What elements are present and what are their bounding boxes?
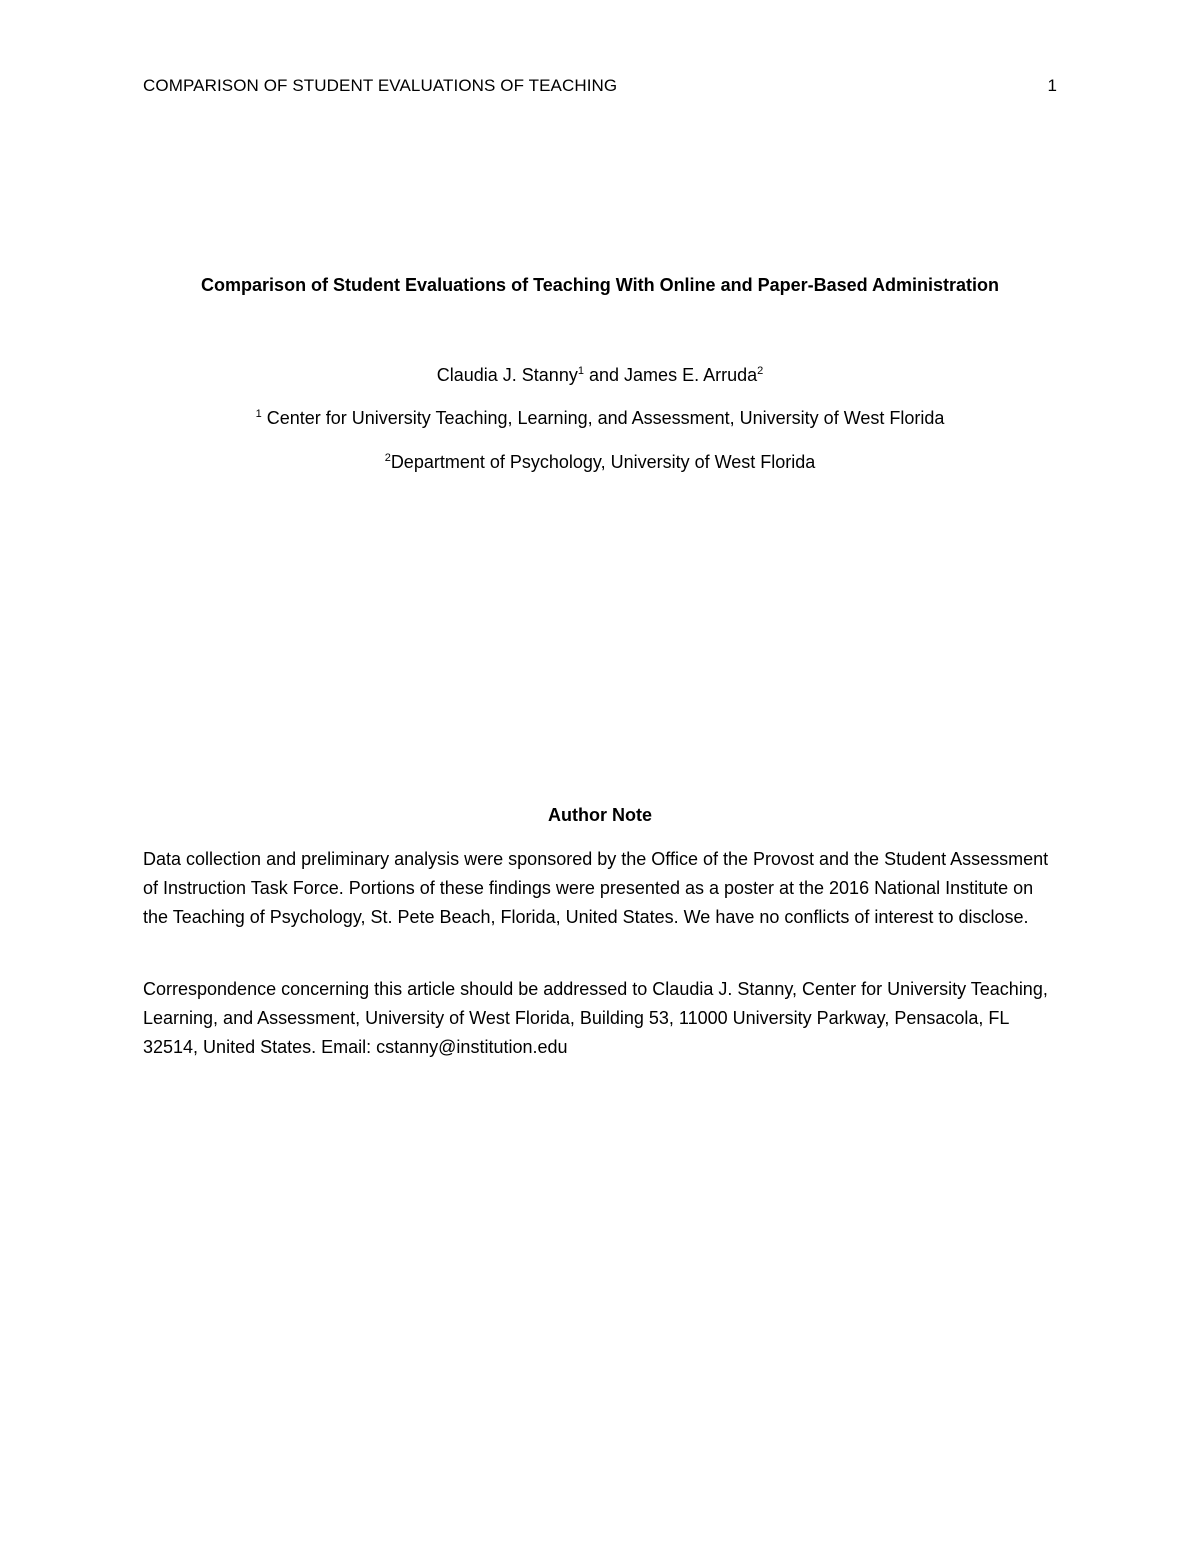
affiliation-mark: 1: [255, 408, 262, 420]
paper-title: Comparison of Student Evaluations of Teaching With Online and Paper-Based Administration: [201, 275, 999, 295]
author-name: Claudia J. Stanny: [436, 365, 578, 385]
author-joiner: and: [588, 365, 620, 385]
affiliation-line: [0, 408, 1200, 429]
author-note-heading: Author Note: [548, 805, 652, 825]
affiliation-text: Department of Psychology, University of West Florida: [390, 452, 816, 472]
affiliation-mark: 2: [757, 365, 764, 377]
correspondence-paragraph: Correspondence concerning this article should be addressed to Claudia J. Stanny, Center for University Teaching, Learning, and Assessment, University of West Florida, Building 53, 11000 University Parkway, Pensacola, FL 32514, United States. Email: cstanny@institution.edu: [143, 979, 1048, 1057]
affiliation-mark: 1: [577, 365, 584, 377]
affiliation-mark: 2: [384, 452, 391, 464]
running-head: COMPARISON OF STUDENT EVALUATIONS OF TEACHING: [143, 76, 618, 95]
page-number: 1: [1047, 76, 1057, 95]
author-note-paragraph: Data collection and preliminary analysis were sponsored by the Office of the Provost and the Student Assessment of Instruction Task Force. Portions of these findings were presented as a poster at the 2016 National Institute on the Teaching of Psychology, St. Pete Beach, Florida, United States. We have no conflicts of interest to disclose.: [143, 849, 1049, 927]
affiliation-line: [0, 452, 1200, 473]
author-name: James E. Arruda: [624, 365, 758, 385]
affiliation-text: Center for University Teaching, Learning, and Assessment, University of West Florida: [266, 408, 945, 428]
author-byline: [0, 365, 1200, 386]
